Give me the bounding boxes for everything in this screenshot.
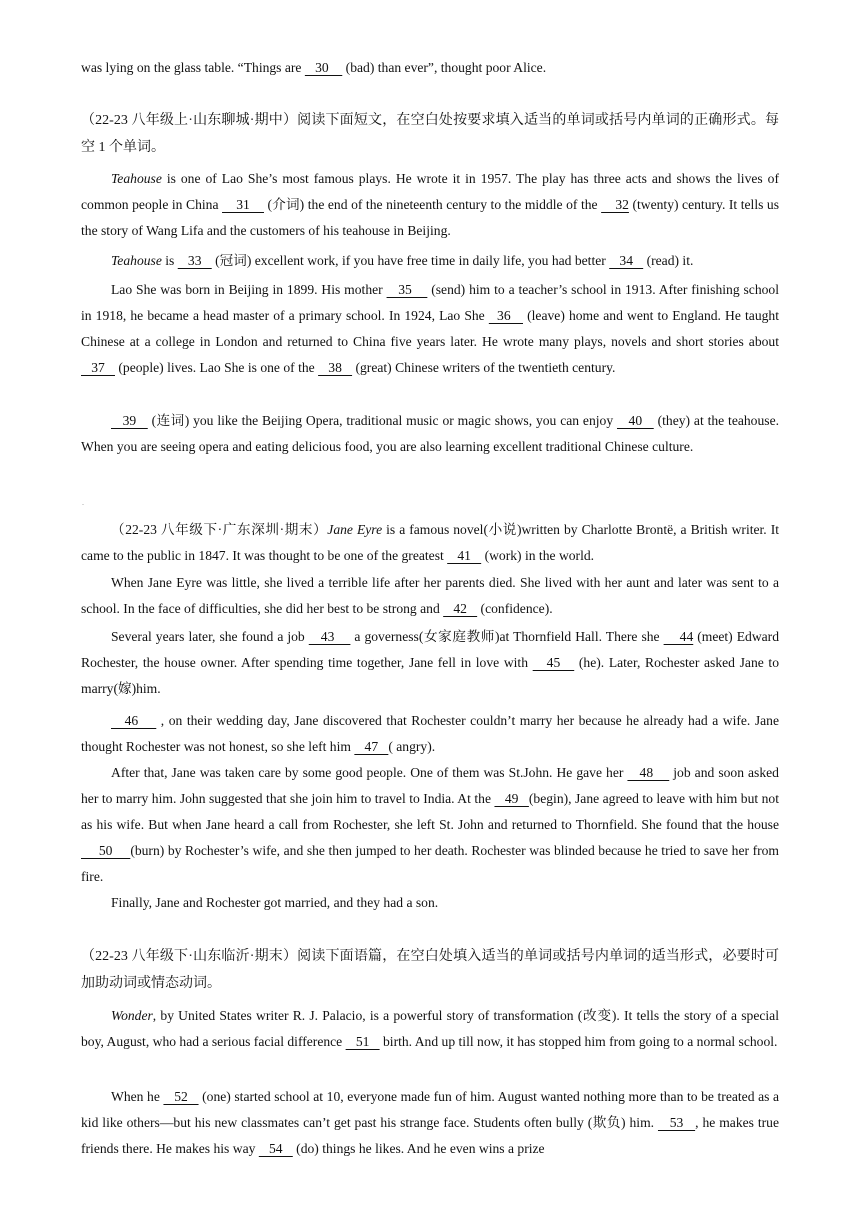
blank-52[interactable]: 52: [163, 1089, 199, 1104]
passage4-paragraph-1: Wonder, by United States writer R. J. Palacio, is a powerful story of transformation (改变). It tells the story of a special boy, August, who had a serious facial difference 51 birth. And up till now, it has stopped him from going to a normal school.: [81, 1008, 779, 1049]
blank-50[interactable]: 50: [81, 843, 131, 858]
passage3-paragraph-2: When Jane Eyre was little, she lived a terrible life after her parents died. She lived with her aunt and later was sent to a school. In the face of difficulties, she did her best to be strong and 42 (confidence).: [81, 575, 779, 616]
blank-39[interactable]: 39: [111, 413, 148, 428]
blank-49[interactable]: 49: [494, 791, 529, 806]
blank-31[interactable]: 31: [222, 197, 264, 212]
passage3-paragraph-5: After that, Jane was taken care by some good people. One of them was St.John. He gave her 48 job and soon asked her to marry him. John suggested that she join him to travel to India. At the 49 (begin), Jane agreed to leave with him but not as his wife. But when Jane heard a call from Rochester, she left St. John and returned to Thornfield. She found that the house 50 (burn) by Rochester’s wife, and she then jumped to her death. Rochester was blinded because he tried to save her from fire.: [81, 765, 780, 884]
stray-dot: .: [82, 498, 84, 507]
blank-46[interactable]: 46: [111, 713, 157, 728]
blank-44[interactable]: 44: [663, 629, 694, 644]
title-teahouse: Teahouse: [111, 253, 162, 268]
passage2-paragraph-1: Teahouse is one of Lao She’s most famous plays. He wrote it in 1957. The play has three acts and shows the lives of common people in China 31 (介词) the end of the nineteenth century to the middle of the 32 (twenty) century. It tells us the story of Wang Lifa and the customers of his teahouse in Beijing.: [81, 171, 780, 238]
passage3-paragraph-1: （22-23 八年级下·广东深圳·期末）Jane Eyre is a famous novel(小说)written by Charlotte Brontë, a British writer. It came to the public in 1847. It was thought to be one of the greatest 41 (work) in the world.: [81, 522, 780, 563]
passage2-paragraph-2: Teahouse is 33 (冠词) excellent work, if you have free time in daily life, you had better 34 (read) it.: [111, 253, 694, 268]
passage2-intro: （22-23 八年级上·山东聊城·期中）阅读下面短文，在空白处按要求填入适当的单词或括号内单词的正确形式。每空 1 个单词。: [81, 113, 779, 155]
blank-35[interactable]: 35: [386, 282, 428, 297]
text: was lying on the glass table. “Things are: [81, 60, 305, 75]
blank-54[interactable]: 54: [258, 1141, 293, 1156]
passage2-paragraph-3: Lao She was born in Beijing in 1899. His mother 35 (send) him to a teacher’s school in 1913. After finishing school in 1918, he became a head master of a primary school. In 1924, Lao She 36 (leave) home and went to England. He taught Chinese at a college in London and returned to China five years later. He wrote many plays, novels and short stories about 37 (people) lives. Lao She is one of the 38 (great) Chinese writers of the twentieth century.: [81, 282, 779, 375]
blank-30[interactable]: 30: [304, 60, 343, 75]
blank-40[interactable]: 40: [616, 413, 654, 428]
passage3-intro: （22-23 八年级下·广东深圳·期末）: [111, 522, 328, 537]
blank-45[interactable]: 45: [532, 655, 575, 670]
passage3-paragraph-3: Several years later, she found a job 43 a governess(女家庭教师)at Thornfield Hall. There she 44 (meet) Edward Rochester, the house owner. After spending time together, Jane fell in love with 45 (he). Later, Rochester asked Jane to marry(嫁)him.: [81, 629, 780, 696]
passage3-paragraph-4: 46 , on their wedding day, Jane discovered that Rochester couldn’t marry her because he already had a wife. Jane thought Rochester was not honest, so she left him 47 ( angry).: [81, 713, 779, 754]
title-jane-eyre: Jane Eyre: [327, 522, 383, 537]
title-teahouse: Teahouse: [111, 171, 162, 186]
passage3-paragraph-6: Finally, Jane and Rochester got married, and they had a son.: [111, 895, 439, 910]
blank-53[interactable]: 53: [657, 1115, 696, 1130]
passage4-intro: （22-23 八年级下·山东临沂·期末）阅读下面语篇，在空白处填入适当的单词或括号内单词的适当形式，必要时可加助动词或情态动词。: [81, 949, 779, 991]
blank-37[interactable]: 37: [81, 360, 115, 375]
blank-43[interactable]: 43: [308, 629, 351, 644]
passage1-tail: [81, 55, 779, 81]
title-wonder: Wonder: [111, 1008, 153, 1023]
passage2-paragraph-4: 39 (连词) you like the Beijing Opera, traditional music or magic shows, you can enjoy 40 (they) at the teahouse. When you are seeing opera and eating delicious food, you are also learning excellent traditional Chinese culture.: [81, 413, 780, 454]
blank-38[interactable]: 38: [318, 360, 353, 375]
passage4-paragraph-2: When he 52 (one) started school at 10, everyone made fun of him. August wanted nothing more than to be treated as a kid like others—but his new classmates can’t get past his strange face. Students often bully (欺负) him. 53 , he makes true friends there. He makes his way 54 (do) things he likes. And he even wins a prize: [81, 1089, 780, 1156]
blank-33[interactable]: 33: [177, 253, 212, 268]
blank-42[interactable]: 42: [443, 601, 478, 616]
blank-48[interactable]: 48: [627, 765, 670, 780]
blank-34[interactable]: 34: [609, 253, 644, 268]
text: (bad) than ever”, thought poor Alice.: [342, 60, 547, 75]
blank-47[interactable]: 47: [354, 739, 389, 754]
blank-51[interactable]: 51: [345, 1034, 380, 1049]
blank-41[interactable]: 41: [447, 548, 482, 563]
blank-36[interactable]: 36: [488, 308, 523, 323]
blank-32[interactable]: 32: [601, 197, 629, 212]
